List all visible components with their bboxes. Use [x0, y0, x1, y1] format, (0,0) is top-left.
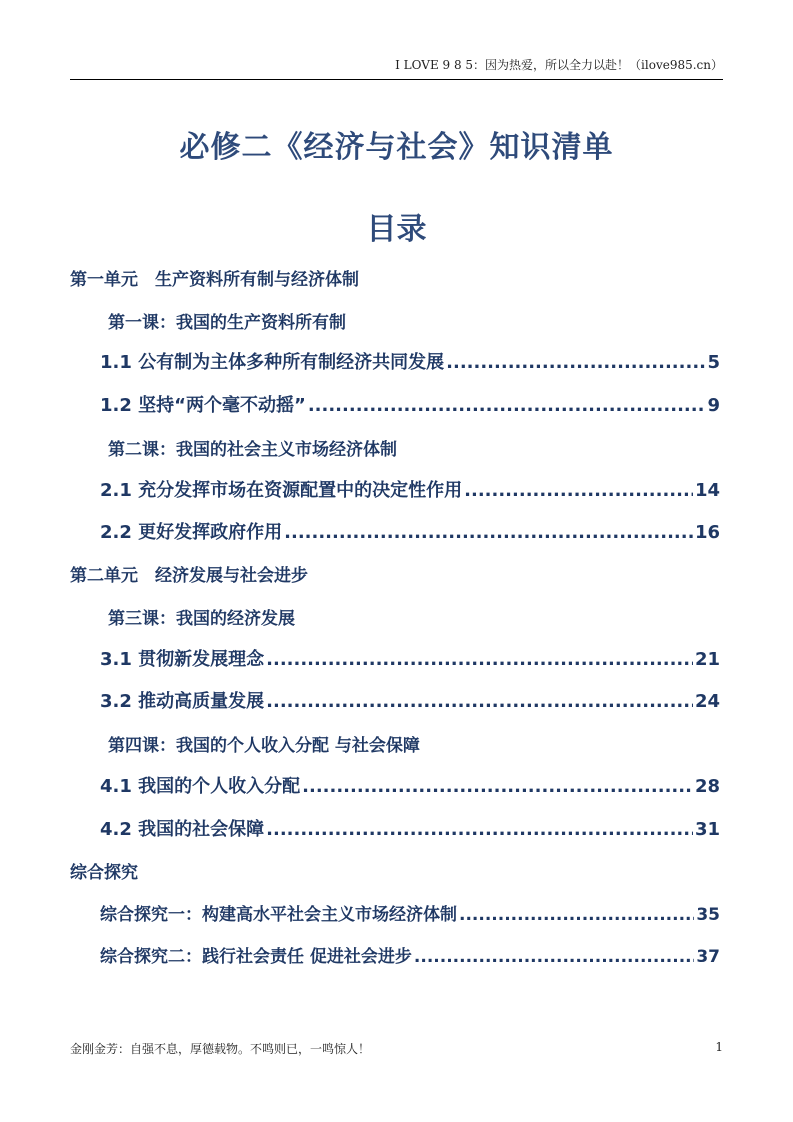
toc-leader-dots — [308, 395, 706, 416]
toc-entry-1-1[interactable] — [100, 348, 720, 374]
toc-synthesis-2[interactable] — [100, 942, 720, 967]
toc-lesson-4[interactable]: 第四课：我国的个人收入分配 与社会保障 — [108, 736, 420, 756]
toc-lesson-3[interactable]: 第三课：我国的经济发展 — [108, 609, 295, 629]
toc-entry-4-2[interactable] — [100, 815, 720, 841]
toc-leader-dots — [459, 905, 694, 925]
toc-entry-label: 4.1 我国的个人收入分配 — [100, 776, 301, 797]
toc-entry-label: 4.2 我国的社会保障 — [100, 819, 265, 840]
toc-leader-dots — [284, 522, 693, 543]
toc-entry-label: 2.2 更好发挥政府作用 — [100, 522, 283, 543]
toc-page-number: 24 — [694, 691, 720, 712]
toc-entry-label: 1.2 坚持“两个毫不动摇” — [100, 395, 306, 416]
toc-page-number: 9 — [707, 395, 720, 416]
toc-leader-dots — [414, 947, 694, 967]
toc-synthesis-1[interactable] — [100, 900, 720, 925]
toc-entry-2-1[interactable] — [100, 476, 720, 502]
toc-page-number: 31 — [694, 819, 720, 840]
toc-lesson-2[interactable]: 第二课：我国的社会主义市场经济体制 — [108, 440, 397, 460]
toc-synthesis-heading[interactable]: 综合探究 — [70, 863, 138, 883]
toc-entry-3-2[interactable] — [100, 687, 720, 713]
toc-page-number: 16 — [694, 522, 720, 543]
toc-page-number: 14 — [694, 480, 720, 501]
toc-entry-3-1[interactable] — [100, 645, 720, 671]
toc-leader-dots — [446, 352, 705, 373]
toc-leader-dots — [464, 480, 693, 501]
toc-entry-label: 3.1 贯彻新发展理念 — [100, 649, 265, 670]
toc-leader-dots — [302, 776, 693, 797]
toc-unit-2[interactable]: 第二单元 经济发展与社会进步 — [70, 566, 308, 586]
toc-entry-label: 1.1 公有制为主体多种所有制经济共同发展 — [100, 352, 445, 373]
toc-entry-label: 综合探究二：践行社会责任 促进社会进步 — [100, 947, 412, 967]
toc-entry-label: 2.1 充分发挥市场在资源配置中的决定性作用 — [100, 480, 463, 501]
toc-page-number: 28 — [694, 776, 720, 797]
toc-unit-1[interactable]: 第一单元 生产资料所有制与经济体制 — [70, 270, 359, 290]
page-header: I LOVE 9 8 5：因为热爱，所以全力以赴！（ilove985.cn） — [70, 56, 723, 80]
toc-entry-1-2[interactable] — [100, 391, 720, 417]
toc-leader-dots — [266, 819, 693, 840]
toc-page-number: 21 — [694, 649, 720, 670]
toc-lesson-1[interactable]: 第一课：我国的生产资料所有制 — [108, 313, 346, 333]
toc-leader-dots — [266, 691, 693, 712]
toc-leader-dots — [266, 649, 693, 670]
toc-entry-4-1[interactable] — [100, 772, 720, 798]
page-footer-motto: 金刚金芳：自强不息，厚德载物。不鸣则已，一鸣惊人！ — [70, 1042, 371, 1056]
page-footer-number: 1 — [715, 1040, 723, 1054]
toc-page-number: 35 — [696, 905, 720, 925]
toc-entry-label: 3.2 推动高质量发展 — [100, 691, 265, 712]
toc-page-number: 5 — [707, 352, 720, 373]
toc-page-number: 37 — [696, 947, 720, 967]
document-title: 必修二《经济与社会》知识清单 — [179, 130, 614, 165]
toc-entry-label: 综合探究一：构建高水平社会主义市场经济体制 — [100, 905, 457, 925]
toc-entry-2-2[interactable] — [100, 518, 720, 544]
toc-heading: 目录 — [366, 212, 427, 247]
